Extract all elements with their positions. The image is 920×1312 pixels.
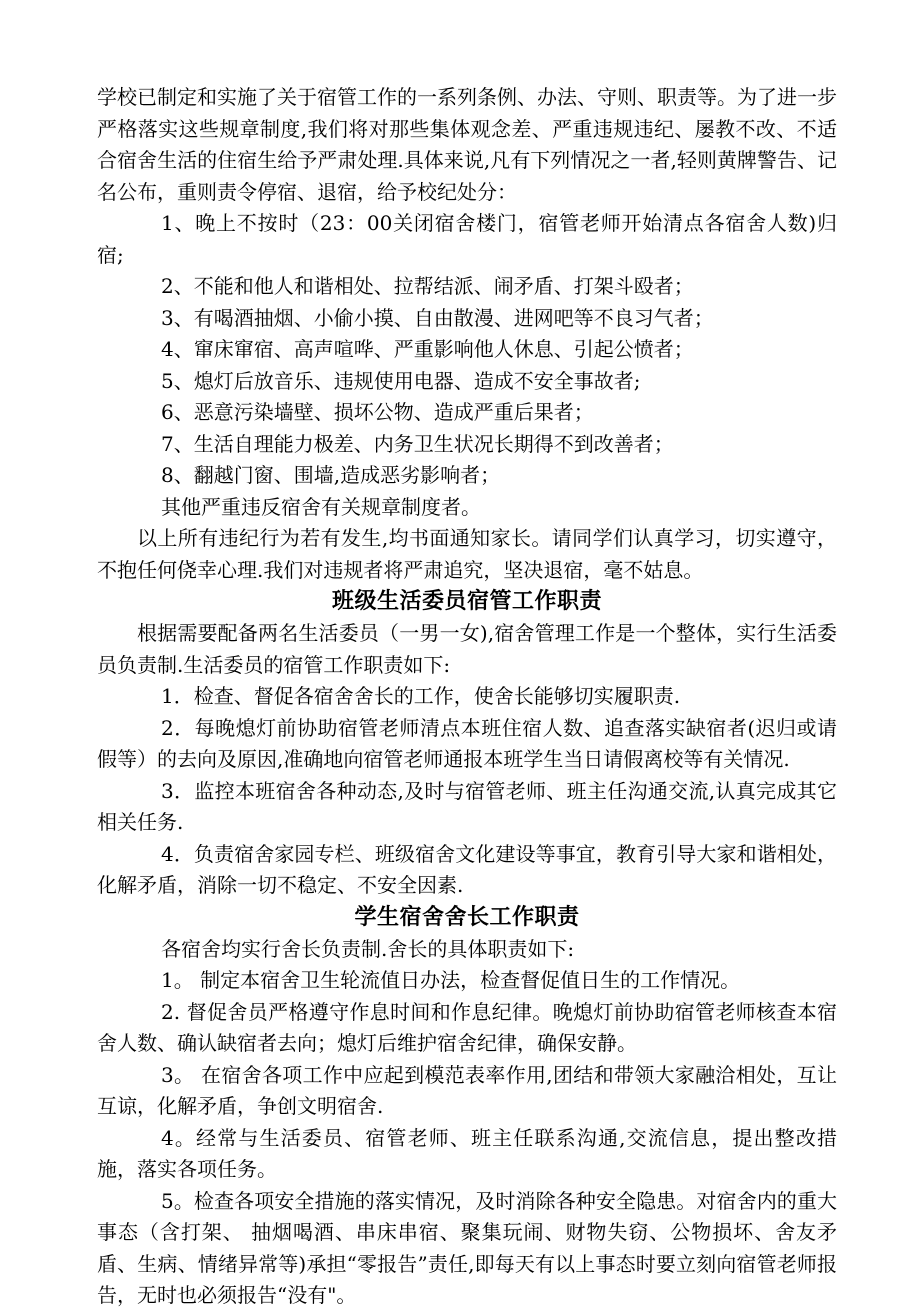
leader-duty-item-5: 5。检查各项安全措施的落实情况，及时消除各种安全隐患。对宿舍内的重大事态（含打架、 抽烟喝酒、串床串宿、聚集玩闹、财物失窃、公物损坏、舍友矛盾、生病、情绪异常等)承担“零报告”责任,即每天有以上事态时要立刻向宿管老师报告，无时也必须报告“没有"。	[97, 1188, 837, 1307]
leader-duty-item-1: 1。 制定本宿舍卫生轮流值日办法，检查督促值日生的工作情况。	[161, 968, 741, 992]
rule-item-3: 3、有喝酒抽烟、小偷小摸、自由散漫、进网吧等不良习气者；	[161, 305, 714, 330]
document-page	[97, 82, 837, 1312]
rule-item-6: 6、恶意污染墙壁、损坏公物、造成严重后果者；	[161, 400, 594, 424]
rule-item-1: 1、晚上不按时（23：00关闭宿舍楼门，宿管老师开始清点各宿舍人数)归宿;	[97, 211, 837, 267]
leader-duty-item-4: 4。经常与生活委员、宿管老师、班主任联系沟通,交流信息，提出整改措施，落实各项任务。	[97, 1125, 837, 1181]
rule-item-7: 7、生活自理能力极差、内务卫生状况长期得不到改善者；	[161, 431, 674, 456]
duty-item-2: 2．每晚熄灯前协助宿管老师清点本班住宿人数、追查落实缺宿者(迟归或请假等）的去向及原因,准确地向宿管老师通报本班学生当日请假离校等有关情况.	[97, 715, 837, 771]
section2-intro: 根据需要配备两名生活委员（一男一女),宿舍管理工作是一个整体，实行生活委员负责制.生活委员的宿管工作职责如下:	[97, 621, 837, 677]
leader-duty-item-3: 3。 在宿舍各项工作中应起到模范表率作用,团结和带领大家融洽相处，互让互谅，化解矛盾，争创文明宿舍.	[97, 1062, 837, 1118]
duty-item-1: 1．检查、督促各宿舍舍长的工作，使舍长能够切实履职责.	[161, 684, 681, 708]
section3-title: 学生宿舍舍长工作职责	[354, 904, 580, 930]
section3-intro: 各宿舍均实行舍长负责制.舍长的具体职责如下:	[161, 936, 575, 961]
duty-item-3: 3．监控本班宿舍各种动态,及时与宿管老师、班主任沟通交流,认真完成其它相关任务.	[97, 778, 837, 834]
rule-item-8: 8、翻越门窗、围墙,造成恶劣影响者；	[161, 463, 501, 487]
rule-item-other: 其他严重违反宿舍有关规章制度者。	[161, 494, 481, 519]
section1-intro: 学校已制定和实施了关于宿管工作的一系列条例、办法、守则、职责等。为了进一步严格落实这些规章制度,我们将对那些集体观念差、严重违规违纪、屡教不改、不适合宿舍生活的住宿生给予严肃处理.具体来说,凡有下列情况之一者,轻则黄牌警告、记名公布，重则责令停宿、退宿，给予校纪处分：	[97, 85, 837, 204]
rule-item-2: 2、不能和他人和谐相处、拉帮结派、闹矛盾、打架斗殴者；	[161, 274, 694, 298]
duty-item-4: 4．负责宿舍家园专栏、班级宿舍文化建设等事宜，教育引导大家和谐相处，化解矛盾，消除一切不稳定、不安全因素.	[97, 841, 837, 897]
rule-item-4: 4、窜床窜宿、高声喧哗、严重影响他人休息、引起公愤者；	[161, 337, 694, 361]
section1-closing: 以上所有违纪行为若有发生,均书面通知家长。请同学们认真学习，切实遵守，不抱任何侥幸心理.我们对违规者将严肃追究，坚决退宿，毫不姑息。	[97, 526, 837, 582]
section2-title: 班级生活委员宿管工作职责	[331, 589, 602, 614]
rule-item-5: 5、熄灯后放音乐、违规使用电器、造成不安全事故者;	[161, 368, 641, 393]
leader-duty-item-2: 2. 督促舍员严格遵守作息时间和作息纪律。晚熄灯前协助宿管老师核查本宿舍人数、确认缺宿者去向；熄灯后维护宿舍纪律，确保安静。	[97, 999, 837, 1055]
